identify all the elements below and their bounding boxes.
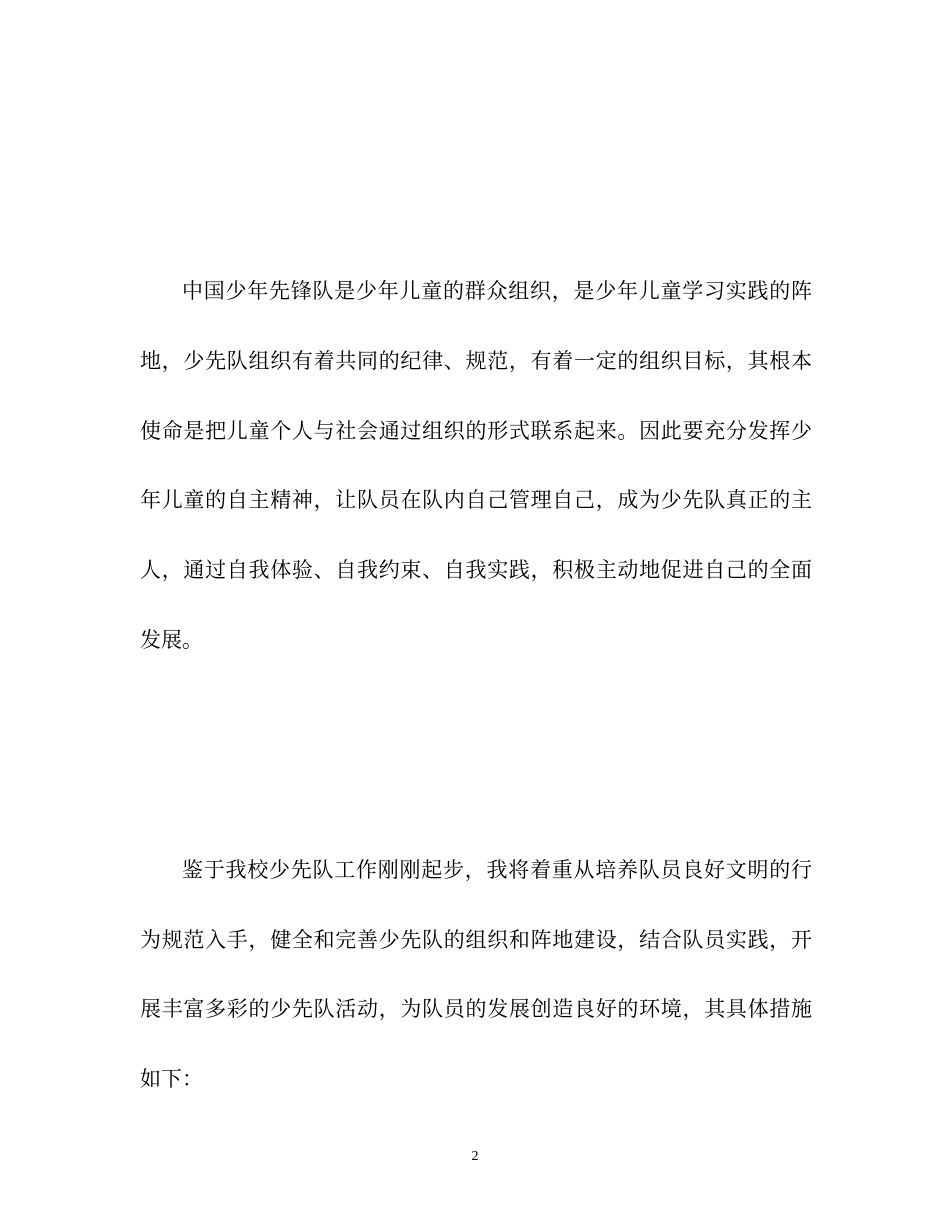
paragraph-1-line-1: 中国少年先锋队是少年儿童的群众组织，是少年儿童学习实践的阵 [182, 279, 812, 303]
paragraph-1-line-2: 地，少先队组织有着共同的纪律、规范，有着一定的组织目标，其根本 [140, 349, 812, 373]
paragraph-2-line-1: 鉴于我校少先队工作刚刚起步，我将着重从培养队员良好文明的行 [182, 858, 812, 882]
paragraph-1-line-6: 发展。 [140, 628, 203, 652]
paragraph-1-line-4: 年儿童的自主精神，让队员在队内自己管理自己，成为少先队真正的主 [140, 488, 812, 512]
paragraph-2-line-2: 为规范入手，健全和完善少先队的组织和阵地建设，结合队员实践，开 [140, 928, 812, 952]
paragraph-1-line-5: 人，通过自我体验、自我约束、自我实践，积极主动地促进自己的全面 [140, 558, 812, 582]
paragraph-1-line-3: 使命是把儿童个人与社会通过组织的形式联系起来。因此要充分发挥少 [140, 419, 812, 443]
paragraph-2-line-3: 展丰富多彩的少先队活动，为队员的发展创造良好的环境，其具体措施 [140, 997, 812, 1021]
page-number: 2 [471, 1149, 479, 1164]
paragraph-2-line-4: 如下： [140, 1067, 203, 1091]
